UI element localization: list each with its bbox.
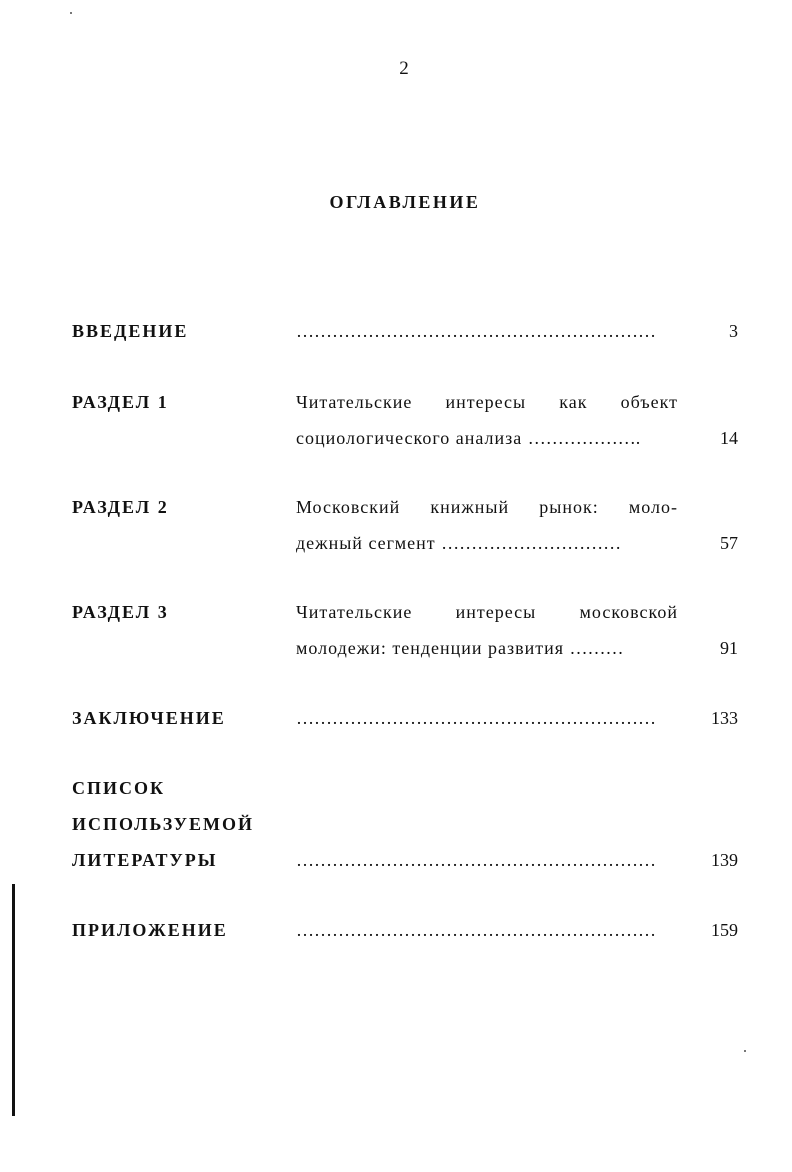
toc-entry-page: 139 [711, 850, 738, 870]
toc-entry-label: РАЗДЕЛ 3 [72, 602, 169, 622]
scan-speck [70, 12, 72, 14]
toc-entry-label: ПРИЛОЖЕНИЕ [72, 920, 228, 940]
toc-title: ОГЛАВЛЕНИЕ [329, 192, 481, 212]
toc-entry-leader-line [296, 912, 678, 948]
toc-entry-label: РАЗДЕЛ 2 [72, 497, 169, 517]
toc-entry-page: 133 [711, 708, 738, 728]
toc-entry-page: 3 [729, 321, 738, 341]
toc-entry-leader: …………………………………………………… [296, 920, 656, 940]
toc-entry-label-line-3: ЛИТЕРАТУРЫ [72, 850, 218, 870]
toc-entry-page: 91 [720, 638, 738, 658]
toc-entry-leader: ……… [569, 638, 624, 658]
toc-entry-leader: …………………………………………………… [296, 321, 656, 341]
toc-entry-label-line-1: СПИСОК [72, 778, 166, 798]
toc-entry-title [296, 594, 678, 666]
toc-entry-leader: …………………………………………………… [296, 850, 656, 870]
toc-entry-page: 159 [711, 920, 738, 940]
toc-entry-title-line-1: Московский книжный рынок: моло- [296, 497, 678, 517]
toc-entry-title-line-2: социологического анализа [296, 428, 523, 448]
toc-entry-leader: ………………………… [441, 533, 622, 553]
toc-entry-title [296, 489, 678, 561]
toc-entry-label [72, 770, 254, 878]
toc-entry-label: РАЗДЕЛ 1 [72, 392, 169, 412]
toc-entry-leader-line [296, 842, 678, 878]
toc-entry-title-line-2: молодежи: тенденции развития [296, 638, 565, 658]
toc-entry-leader-line [296, 700, 678, 736]
toc-entry-page: 14 [720, 428, 738, 448]
toc-entry-title-line-1: Читательские интересы как объект [296, 392, 678, 412]
toc-entry-leader: ………………. [527, 428, 641, 448]
toc-entry-label-line-2: ИСПОЛЬЗУЕМОЙ [72, 814, 254, 834]
page-number: 2 [399, 58, 409, 79]
toc-entry-title [296, 384, 678, 456]
toc-entry-leader-line [296, 313, 678, 349]
toc-entry-title-line-1: Читательские интересы московской [296, 602, 678, 622]
toc-entry-label: ЗАКЛЮЧЕНИЕ [72, 708, 226, 728]
toc-entry-title-line-2: дежный сегмент [296, 533, 436, 553]
scan-speck [744, 1050, 746, 1052]
scan-margin-line [12, 884, 15, 1116]
toc-entry-label: ВВЕДЕНИЕ [72, 321, 189, 341]
toc-entry-page: 57 [720, 533, 738, 553]
toc-entry-leader: …………………………………………………… [296, 708, 656, 728]
